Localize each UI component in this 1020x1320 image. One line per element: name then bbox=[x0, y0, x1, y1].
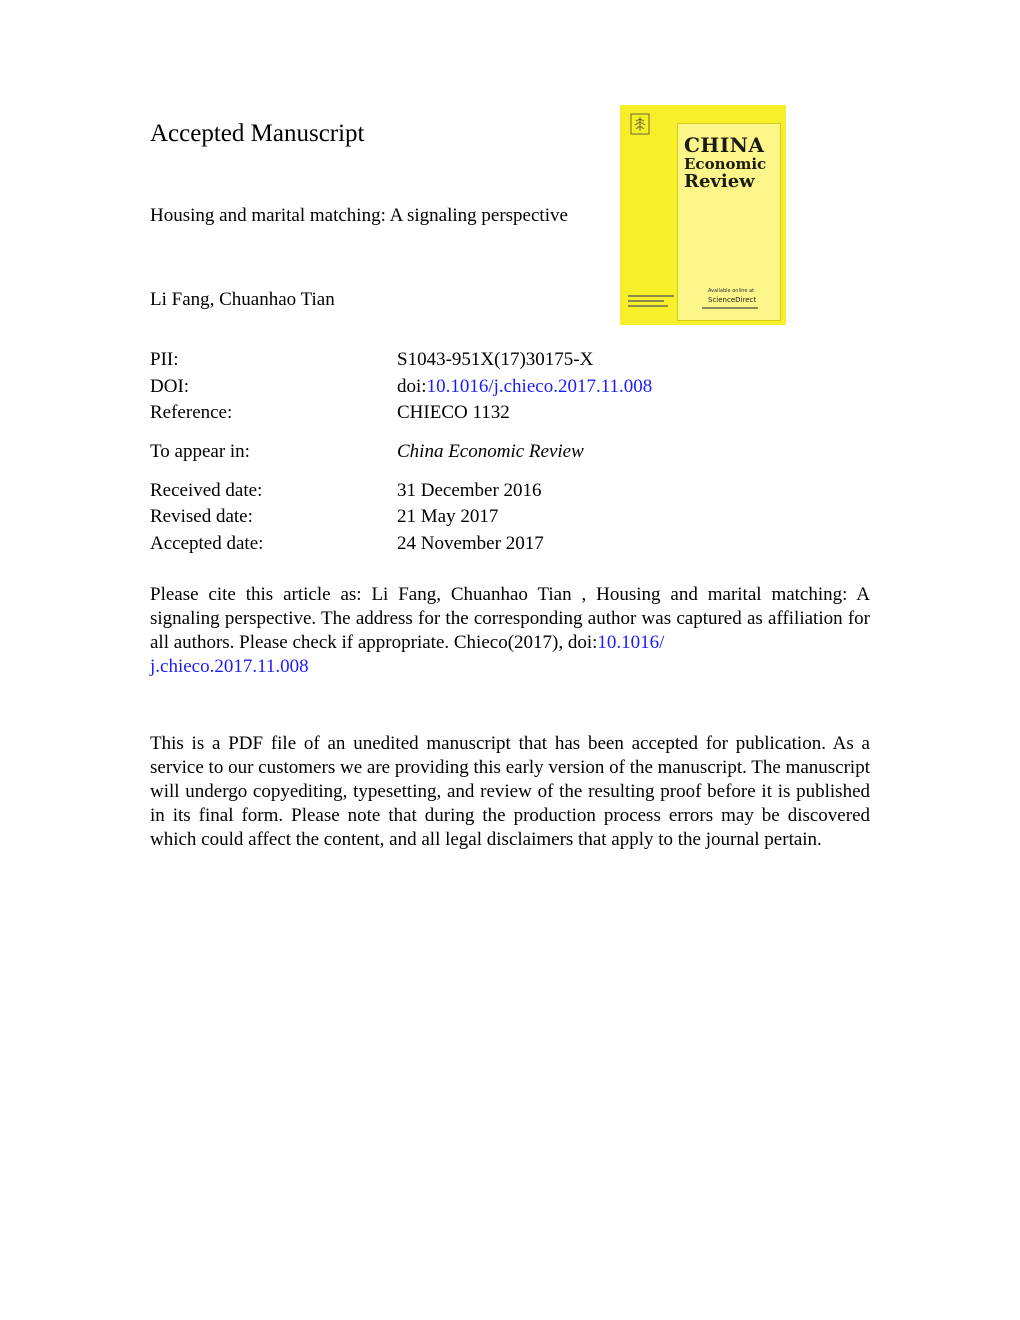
citation-doi-link-part2[interactable]: j.chieco.2017.11.008 bbox=[150, 656, 309, 677]
cover-sciencedirect: ScienceDirect bbox=[708, 296, 757, 304]
article-authors: Li Fang, Chuanhao Tian bbox=[150, 289, 335, 310]
pii-label: PII: bbox=[150, 349, 179, 370]
page-heading: Accepted Manuscript bbox=[150, 120, 365, 147]
cover-site-line bbox=[702, 307, 758, 309]
cover-title-review: Review bbox=[684, 171, 755, 192]
cover-publisher-lines bbox=[628, 295, 674, 310]
appear-value: China Economic Review bbox=[397, 441, 584, 462]
elsevier-logo-icon bbox=[630, 113, 650, 135]
pii-value: S1043-951X(17)30175-X bbox=[397, 349, 594, 370]
doi-link[interactable]: 10.1016/j.chieco.2017.11.008 bbox=[426, 376, 653, 397]
appear-label: To appear in: bbox=[150, 441, 250, 462]
cover-title-panel bbox=[677, 123, 781, 321]
cover-available-text: Available online at bbox=[708, 288, 755, 294]
cover-title-china: CHINA bbox=[684, 133, 765, 157]
revised-label: Revised date: bbox=[150, 506, 253, 527]
doi-prefix: doi: bbox=[397, 376, 427, 397]
citation-doi-link-part1[interactable]: 10.1016/ bbox=[597, 632, 665, 653]
doi-value bbox=[397, 374, 652, 400]
reference-label: Reference: bbox=[150, 402, 233, 423]
cover-title-economic: Economic bbox=[684, 155, 767, 173]
journal-cover bbox=[620, 105, 786, 325]
article-title: Housing and marital matching: A signaling perspective bbox=[150, 205, 568, 226]
reference-value: CHIECO 1132 bbox=[397, 402, 510, 423]
citation-paragraph bbox=[150, 583, 870, 679]
accepted-label: Accepted date: bbox=[150, 533, 264, 554]
citation-text: Please cite this article as: Li Fang, Chuanhao Tian , Housing and marital matching: A signaling perspective. The address for the corresponding author was captured as affiliation for all authors. Please check if appropriate. Chieco(2017), doi: bbox=[150, 584, 870, 653]
received-value: 31 December 2016 bbox=[397, 480, 542, 501]
revised-value: 21 May 2017 bbox=[397, 506, 499, 527]
received-label: Received date: bbox=[150, 480, 263, 501]
accepted-value: 24 November 2017 bbox=[397, 533, 544, 554]
disclaimer-paragraph: This is a PDF file of an unedited manuscript that has been accepted for publication. As a service to our customers we are providing this early version of the manuscript. The manuscript will undergo copyediting, typesetting, and review of the resulting proof before it is published in its final form. Please note that during the production process errors may be discovered which could affect the content, and all legal disclaimers that apply to the journal pertain. bbox=[150, 733, 870, 850]
doi-label: DOI: bbox=[150, 376, 190, 397]
